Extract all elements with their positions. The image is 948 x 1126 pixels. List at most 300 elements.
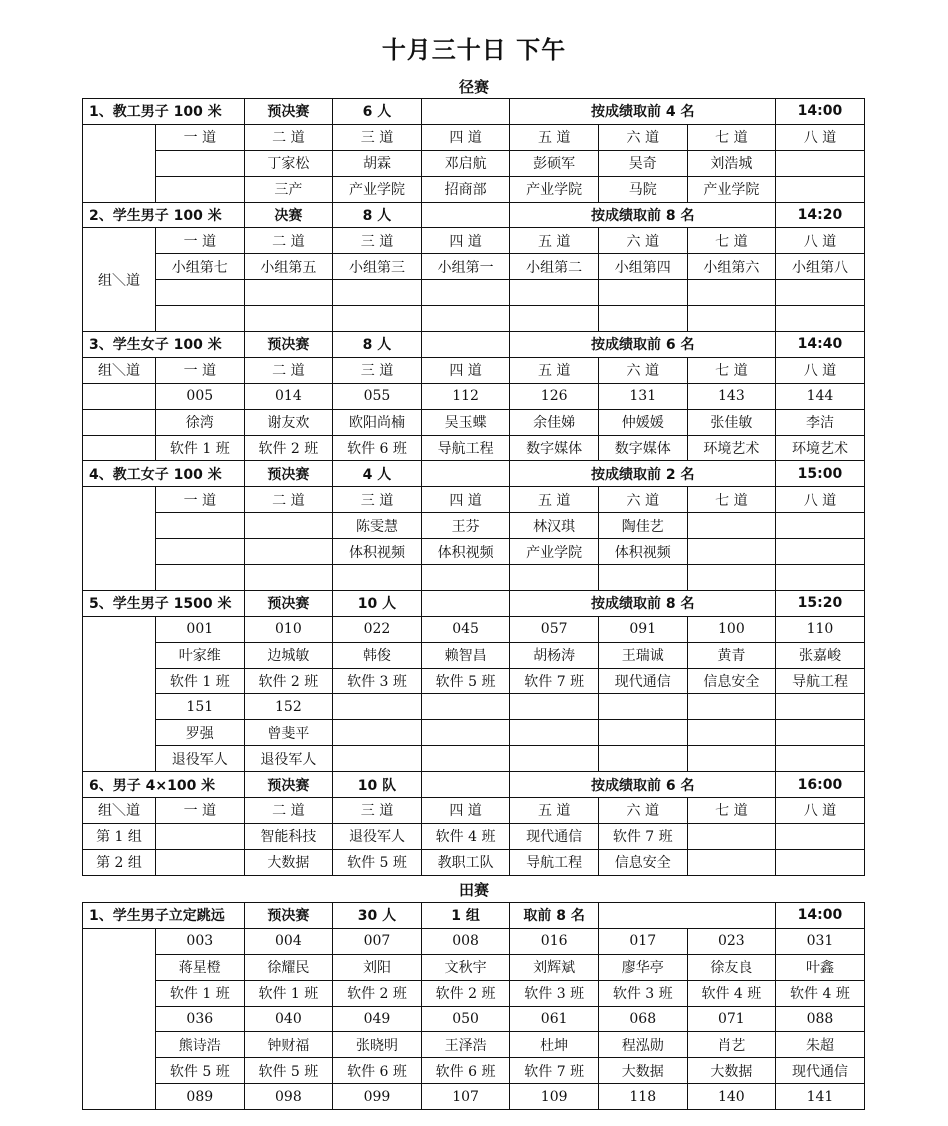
table-row bbox=[83, 1084, 865, 1110]
event-header-row bbox=[83, 903, 865, 929]
lane-cell: 软件 1 班 bbox=[156, 980, 245, 1006]
lane-cell: 118 bbox=[598, 1084, 687, 1110]
event-round: 预决赛 bbox=[244, 99, 333, 125]
lane-cell: 022 bbox=[333, 616, 422, 642]
lane-cell: 胡杨涛 bbox=[510, 642, 599, 668]
lane-cell: 144 bbox=[776, 383, 865, 409]
lane-cell: 112 bbox=[421, 383, 510, 409]
lane-cell: 谢友欢 bbox=[244, 409, 333, 435]
lane-cell: 四 道 bbox=[421, 487, 510, 513]
lane-cell: 001 bbox=[156, 616, 245, 642]
event-count: 8 人 bbox=[333, 332, 422, 358]
lane-cell: 小组第八 bbox=[776, 254, 865, 280]
lane-cell: 003 bbox=[156, 928, 245, 954]
lane-cell: 罗强 bbox=[156, 720, 245, 746]
event-group-count: 1 组 bbox=[421, 903, 510, 929]
lane-cell: 140 bbox=[687, 1084, 776, 1110]
event-time: 14:20 bbox=[776, 202, 865, 228]
lane-cell: 软件 2 班 bbox=[333, 980, 422, 1006]
event-group-count bbox=[421, 202, 510, 228]
event-blank bbox=[598, 903, 775, 929]
table-row bbox=[83, 980, 865, 1006]
lane-cell: 小组第五 bbox=[244, 254, 333, 280]
lane-cell: 一 道 bbox=[156, 798, 245, 824]
lane-cell: 软件 3 班 bbox=[510, 980, 599, 1006]
lane-cell bbox=[421, 694, 510, 720]
lane-cell: 环境艺术 bbox=[687, 435, 776, 461]
lane-cell: 057 bbox=[510, 616, 599, 642]
lane-cell bbox=[598, 306, 687, 332]
lane-cell: 王泽浩 bbox=[421, 1032, 510, 1058]
lane-cell: 软件 7 班 bbox=[510, 668, 599, 694]
lane-cell bbox=[156, 539, 245, 565]
table-row bbox=[83, 642, 865, 668]
lane-cell: 五 道 bbox=[510, 357, 599, 383]
lane-cell bbox=[776, 280, 865, 306]
lane-cell: 五 道 bbox=[510, 228, 599, 254]
lane-cell bbox=[244, 280, 333, 306]
lane-cell: 软件 5 班 bbox=[333, 849, 422, 875]
lane-cell: 004 bbox=[244, 928, 333, 954]
lane-cell: 七 道 bbox=[687, 798, 776, 824]
lane-cell: 六 道 bbox=[598, 357, 687, 383]
lane-cell: 曾斐平 bbox=[244, 720, 333, 746]
lane-cell: 体积视频 bbox=[598, 539, 687, 565]
event-group-count bbox=[421, 99, 510, 125]
lane-cell: 软件 2 班 bbox=[244, 668, 333, 694]
lane-cell: 叶家维 bbox=[156, 642, 245, 668]
lane-cell: 胡霖 bbox=[333, 150, 422, 176]
lane-cell: 二 道 bbox=[244, 487, 333, 513]
event-header-row bbox=[83, 772, 865, 798]
table-row bbox=[83, 539, 865, 565]
lane-cell bbox=[156, 280, 245, 306]
lane-cell: 软件 6 班 bbox=[333, 435, 422, 461]
lane-cell: 软件 5 班 bbox=[156, 1058, 245, 1084]
table-row bbox=[83, 1006, 865, 1032]
lane-cell: 退役军人 bbox=[244, 746, 333, 772]
lane-cell: 四 道 bbox=[421, 798, 510, 824]
lane-cell: 小组第七 bbox=[156, 254, 245, 280]
lane-cell bbox=[510, 694, 599, 720]
lane-cell: 余佳娣 bbox=[510, 409, 599, 435]
event-name: 1、学生男子立定跳远 bbox=[83, 903, 245, 929]
table-row bbox=[83, 798, 865, 824]
lane-cell bbox=[687, 720, 776, 746]
event-header-row bbox=[83, 590, 865, 616]
lane-cell: 031 bbox=[776, 928, 865, 954]
lane-cell: 小组第一 bbox=[421, 254, 510, 280]
lane-cell bbox=[333, 280, 422, 306]
lane-cell bbox=[333, 746, 422, 772]
event-header-row bbox=[83, 332, 865, 358]
lane-cell: 现代通信 bbox=[776, 1058, 865, 1084]
table-row bbox=[83, 928, 865, 954]
table-row bbox=[83, 409, 865, 435]
lane-cell: 三产 bbox=[244, 176, 333, 202]
lane-cell: 141 bbox=[776, 1084, 865, 1110]
lane-cell: 八 道 bbox=[776, 228, 865, 254]
lane-cell: 张晓明 bbox=[333, 1032, 422, 1058]
event-time: 14:40 bbox=[776, 332, 865, 358]
table-row bbox=[83, 357, 865, 383]
lane-cell bbox=[776, 746, 865, 772]
lane-cell: 099 bbox=[333, 1084, 422, 1110]
lane-cell: 023 bbox=[687, 928, 776, 954]
lane-cell bbox=[510, 720, 599, 746]
lane-cell bbox=[687, 746, 776, 772]
lane-cell: 八 道 bbox=[776, 487, 865, 513]
lane-cell bbox=[598, 565, 687, 591]
event-time: 15:00 bbox=[776, 461, 865, 487]
lane-cell: 软件 1 班 bbox=[244, 980, 333, 1006]
lane-cell: 信息安全 bbox=[687, 668, 776, 694]
lane-cell: 017 bbox=[598, 928, 687, 954]
lane-cell: 软件 4 班 bbox=[687, 980, 776, 1006]
lane-cell: 体积视频 bbox=[421, 539, 510, 565]
lane-cell bbox=[598, 746, 687, 772]
table-row bbox=[83, 849, 865, 875]
lane-cell: 软件 4 班 bbox=[776, 980, 865, 1006]
lane-cell bbox=[156, 150, 245, 176]
lane-cell: 一 道 bbox=[156, 228, 245, 254]
lane-cell: 049 bbox=[333, 1006, 422, 1032]
event-group-count bbox=[421, 590, 510, 616]
field-schedule-table bbox=[82, 902, 865, 1110]
group-label-cell bbox=[83, 409, 156, 435]
lane-cell: 钟财福 bbox=[244, 1032, 333, 1058]
lane-cell: 软件 5 班 bbox=[244, 1058, 333, 1084]
lane-cell: 软件 3 班 bbox=[333, 668, 422, 694]
event-count: 6 人 bbox=[333, 99, 422, 125]
lane-cell bbox=[776, 513, 865, 539]
lane-cell bbox=[687, 849, 776, 875]
lane-cell: 招商部 bbox=[421, 176, 510, 202]
lane-cell: 退役军人 bbox=[333, 823, 422, 849]
lane-cell bbox=[421, 565, 510, 591]
lane-cell: 七 道 bbox=[687, 487, 776, 513]
event-round: 预决赛 bbox=[244, 772, 333, 798]
lane-cell: 008 bbox=[421, 928, 510, 954]
lane-cell: 一 道 bbox=[156, 357, 245, 383]
lane-cell bbox=[510, 565, 599, 591]
group-label-cell bbox=[83, 487, 156, 591]
event-time: 14:00 bbox=[776, 99, 865, 125]
lane-cell: 体积视频 bbox=[333, 539, 422, 565]
lane-cell bbox=[776, 150, 865, 176]
lane-cell: 徐湾 bbox=[156, 409, 245, 435]
lane-cell: 040 bbox=[244, 1006, 333, 1032]
lane-cell: 产业学院 bbox=[687, 176, 776, 202]
lane-cell: 现代通信 bbox=[598, 668, 687, 694]
lane-cell: 吴玉蝶 bbox=[421, 409, 510, 435]
lane-cell: 014 bbox=[244, 383, 333, 409]
lane-cell: 环境艺术 bbox=[776, 435, 865, 461]
track-schedule-table bbox=[82, 98, 865, 876]
lane-cell: 六 道 bbox=[598, 798, 687, 824]
lane-cell: 八 道 bbox=[776, 798, 865, 824]
lane-cell: 仲媛媛 bbox=[598, 409, 687, 435]
lane-cell: 七 道 bbox=[687, 124, 776, 150]
table-row bbox=[83, 746, 865, 772]
lane-cell: 刘浩城 bbox=[687, 150, 776, 176]
lane-cell: 131 bbox=[598, 383, 687, 409]
group-label-cell bbox=[83, 616, 156, 771]
lane-cell bbox=[333, 306, 422, 332]
event-qualify: 按成绩取前 4 名 bbox=[510, 99, 776, 125]
event-name: 5、学生男子 1500 米 bbox=[83, 590, 245, 616]
lane-cell bbox=[776, 849, 865, 875]
table-row bbox=[83, 383, 865, 409]
lane-cell: 蒋星橙 bbox=[156, 954, 245, 980]
table-row bbox=[83, 280, 865, 306]
lane-cell: 151 bbox=[156, 694, 245, 720]
lane-cell: 王瑞诚 bbox=[598, 642, 687, 668]
event-group-count bbox=[421, 772, 510, 798]
lane-cell: 071 bbox=[687, 1006, 776, 1032]
lane-cell bbox=[776, 539, 865, 565]
lane-cell: 边城敏 bbox=[244, 642, 333, 668]
lane-cell: 熊诗浩 bbox=[156, 1032, 245, 1058]
lane-cell bbox=[687, 694, 776, 720]
lane-cell: 刘阳 bbox=[333, 954, 422, 980]
lane-cell: 数字媒体 bbox=[510, 435, 599, 461]
lane-cell: 四 道 bbox=[421, 357, 510, 383]
lane-cell: 彭硕军 bbox=[510, 150, 599, 176]
lane-cell: 软件 6 班 bbox=[421, 1058, 510, 1084]
lane-cell bbox=[776, 176, 865, 202]
lane-cell: 068 bbox=[598, 1006, 687, 1032]
lane-cell: 二 道 bbox=[244, 357, 333, 383]
event-time: 15:20 bbox=[776, 590, 865, 616]
event-name: 2、学生男子 100 米 bbox=[83, 202, 245, 228]
lane-cell bbox=[776, 720, 865, 746]
table-row bbox=[83, 720, 865, 746]
lane-cell bbox=[244, 565, 333, 591]
event-name: 6、男子 4×100 米 bbox=[83, 772, 245, 798]
table-row bbox=[83, 668, 865, 694]
lane-cell bbox=[244, 306, 333, 332]
lane-cell: 088 bbox=[776, 1006, 865, 1032]
group-label-cell bbox=[83, 928, 156, 1109]
lane-cell: 五 道 bbox=[510, 487, 599, 513]
lane-cell: 143 bbox=[687, 383, 776, 409]
lane-cell: 七 道 bbox=[687, 357, 776, 383]
page-title: 十月三十日 下午 bbox=[381, 36, 567, 64]
table-row bbox=[83, 306, 865, 332]
lane-cell: 丁家松 bbox=[244, 150, 333, 176]
lane-cell: 036 bbox=[156, 1006, 245, 1032]
lane-cell: 软件 3 班 bbox=[598, 980, 687, 1006]
lane-cell bbox=[776, 306, 865, 332]
group-label-cell: 组＼道 bbox=[83, 357, 156, 383]
lane-cell: 产业学院 bbox=[510, 176, 599, 202]
lane-cell: 小组第二 bbox=[510, 254, 599, 280]
lane-cell: 文秋宇 bbox=[421, 954, 510, 980]
lane-cell bbox=[776, 565, 865, 591]
event-name: 3、学生女子 100 米 bbox=[83, 332, 245, 358]
lane-cell bbox=[156, 176, 245, 202]
lane-cell: 黄青 bbox=[687, 642, 776, 668]
lane-cell bbox=[776, 694, 865, 720]
lane-cell: 五 道 bbox=[510, 124, 599, 150]
lane-cell bbox=[687, 513, 776, 539]
group-label-cell bbox=[83, 383, 156, 409]
event-qualify: 按成绩取前 2 名 bbox=[510, 461, 776, 487]
event-qualify: 按成绩取前 8 名 bbox=[510, 590, 776, 616]
lane-cell: 导航工程 bbox=[510, 849, 599, 875]
lane-cell: 智能科技 bbox=[244, 823, 333, 849]
lane-cell: 大数据 bbox=[687, 1058, 776, 1084]
event-round: 预决赛 bbox=[244, 590, 333, 616]
event-name: 4、教工女子 100 米 bbox=[83, 461, 245, 487]
lane-cell: 导航工程 bbox=[421, 435, 510, 461]
lane-cell: 徐友良 bbox=[687, 954, 776, 980]
lane-cell: 吴奇 bbox=[598, 150, 687, 176]
lane-cell: 产业学院 bbox=[333, 176, 422, 202]
event-qualify: 按成绩取前 8 名 bbox=[510, 202, 776, 228]
lane-cell: 刘辉斌 bbox=[510, 954, 599, 980]
lane-cell: 045 bbox=[421, 616, 510, 642]
lane-cell: 三 道 bbox=[333, 357, 422, 383]
lane-cell: 110 bbox=[776, 616, 865, 642]
lane-cell bbox=[156, 565, 245, 591]
lane-cell bbox=[510, 280, 599, 306]
lane-cell: 廖华亭 bbox=[598, 954, 687, 980]
lane-cell: 陶佳艺 bbox=[598, 513, 687, 539]
table-row bbox=[83, 254, 865, 280]
event-qualify: 取前 8 名 bbox=[510, 903, 599, 929]
table-row bbox=[83, 616, 865, 642]
lane-cell: 大数据 bbox=[598, 1058, 687, 1084]
lane-cell: 欧阳尚楠 bbox=[333, 409, 422, 435]
event-time: 16:00 bbox=[776, 772, 865, 798]
lane-cell: 二 道 bbox=[244, 228, 333, 254]
event-time: 14:00 bbox=[776, 903, 865, 929]
lane-cell: 小组第六 bbox=[687, 254, 776, 280]
lane-cell bbox=[421, 306, 510, 332]
lane-cell: 六 道 bbox=[598, 124, 687, 150]
event-round: 决赛 bbox=[244, 202, 333, 228]
lane-cell bbox=[421, 746, 510, 772]
lane-cell: 126 bbox=[510, 383, 599, 409]
event-count: 10 人 bbox=[333, 590, 422, 616]
event-round: 预决赛 bbox=[244, 332, 333, 358]
lane-cell: 叶鑫 bbox=[776, 954, 865, 980]
lane-cell: 杜坤 bbox=[510, 1032, 599, 1058]
lane-cell: 007 bbox=[333, 928, 422, 954]
lane-cell bbox=[156, 306, 245, 332]
lane-cell: 韩俊 bbox=[333, 642, 422, 668]
lane-cell bbox=[156, 513, 245, 539]
lane-cell: 一 道 bbox=[156, 487, 245, 513]
table-row bbox=[83, 176, 865, 202]
group-label-cell bbox=[83, 435, 156, 461]
event-count: 8 人 bbox=[333, 202, 422, 228]
lane-cell: 三 道 bbox=[333, 487, 422, 513]
table-row bbox=[83, 823, 865, 849]
lane-cell: 005 bbox=[156, 383, 245, 409]
lane-cell: 现代通信 bbox=[510, 823, 599, 849]
lane-cell: 061 bbox=[510, 1006, 599, 1032]
lane-cell bbox=[156, 823, 245, 849]
lane-cell bbox=[776, 823, 865, 849]
lane-cell bbox=[333, 565, 422, 591]
lane-cell: 林汉琪 bbox=[510, 513, 599, 539]
lane-cell: 软件 5 班 bbox=[421, 668, 510, 694]
event-count: 30 人 bbox=[333, 903, 422, 929]
lane-cell: 王芬 bbox=[421, 513, 510, 539]
lane-cell: 109 bbox=[510, 1084, 599, 1110]
lane-cell: 八 道 bbox=[776, 357, 865, 383]
table-row bbox=[83, 228, 865, 254]
lane-cell: 软件 4 班 bbox=[421, 823, 510, 849]
lane-cell: 三 道 bbox=[333, 798, 422, 824]
lane-cell: 产业学院 bbox=[510, 539, 599, 565]
lane-cell bbox=[156, 849, 245, 875]
lane-cell: 050 bbox=[421, 1006, 510, 1032]
lane-cell: 陈雯慧 bbox=[333, 513, 422, 539]
lane-cell bbox=[687, 539, 776, 565]
lane-cell bbox=[421, 720, 510, 746]
lane-cell: 导航工程 bbox=[776, 668, 865, 694]
lane-cell: 107 bbox=[421, 1084, 510, 1110]
event-count: 10 队 bbox=[333, 772, 422, 798]
lane-cell: 二 道 bbox=[244, 798, 333, 824]
lane-cell: 信息安全 bbox=[598, 849, 687, 875]
lane-cell: 010 bbox=[244, 616, 333, 642]
lane-cell bbox=[244, 539, 333, 565]
table-row bbox=[83, 954, 865, 980]
group-label-cell bbox=[83, 124, 156, 202]
lane-cell: 100 bbox=[687, 616, 776, 642]
event-header-row bbox=[83, 99, 865, 125]
lane-cell bbox=[333, 694, 422, 720]
lane-cell: 152 bbox=[244, 694, 333, 720]
lane-cell: 七 道 bbox=[687, 228, 776, 254]
event-round: 预决赛 bbox=[244, 903, 333, 929]
lane-cell bbox=[510, 306, 599, 332]
lane-cell: 055 bbox=[333, 383, 422, 409]
lane-cell: 软件 7 班 bbox=[598, 823, 687, 849]
lane-cell: 016 bbox=[510, 928, 599, 954]
lane-cell: 肖艺 bbox=[687, 1032, 776, 1058]
lane-cell: 091 bbox=[598, 616, 687, 642]
lane-cell: 小组第三 bbox=[333, 254, 422, 280]
lane-cell bbox=[687, 823, 776, 849]
lane-cell: 软件 2 班 bbox=[421, 980, 510, 1006]
table-row bbox=[83, 694, 865, 720]
lane-cell: 三 道 bbox=[333, 228, 422, 254]
table-row bbox=[83, 565, 865, 591]
table-row bbox=[83, 150, 865, 176]
event-count: 4 人 bbox=[333, 461, 422, 487]
event-group-count bbox=[421, 332, 510, 358]
lane-cell bbox=[598, 694, 687, 720]
lane-cell: 小组第四 bbox=[598, 254, 687, 280]
lane-cell: 六 道 bbox=[598, 228, 687, 254]
event-round: 预决赛 bbox=[244, 461, 333, 487]
lane-cell: 赖智昌 bbox=[421, 642, 510, 668]
lane-cell: 软件 1 班 bbox=[156, 435, 245, 461]
table-row bbox=[83, 513, 865, 539]
lane-cell bbox=[598, 280, 687, 306]
lane-cell: 程泓勋 bbox=[598, 1032, 687, 1058]
group-label-cell: 组＼道 bbox=[83, 798, 156, 824]
lane-cell: 软件 1 班 bbox=[156, 668, 245, 694]
lane-cell: 张佳敏 bbox=[687, 409, 776, 435]
lane-cell bbox=[510, 746, 599, 772]
